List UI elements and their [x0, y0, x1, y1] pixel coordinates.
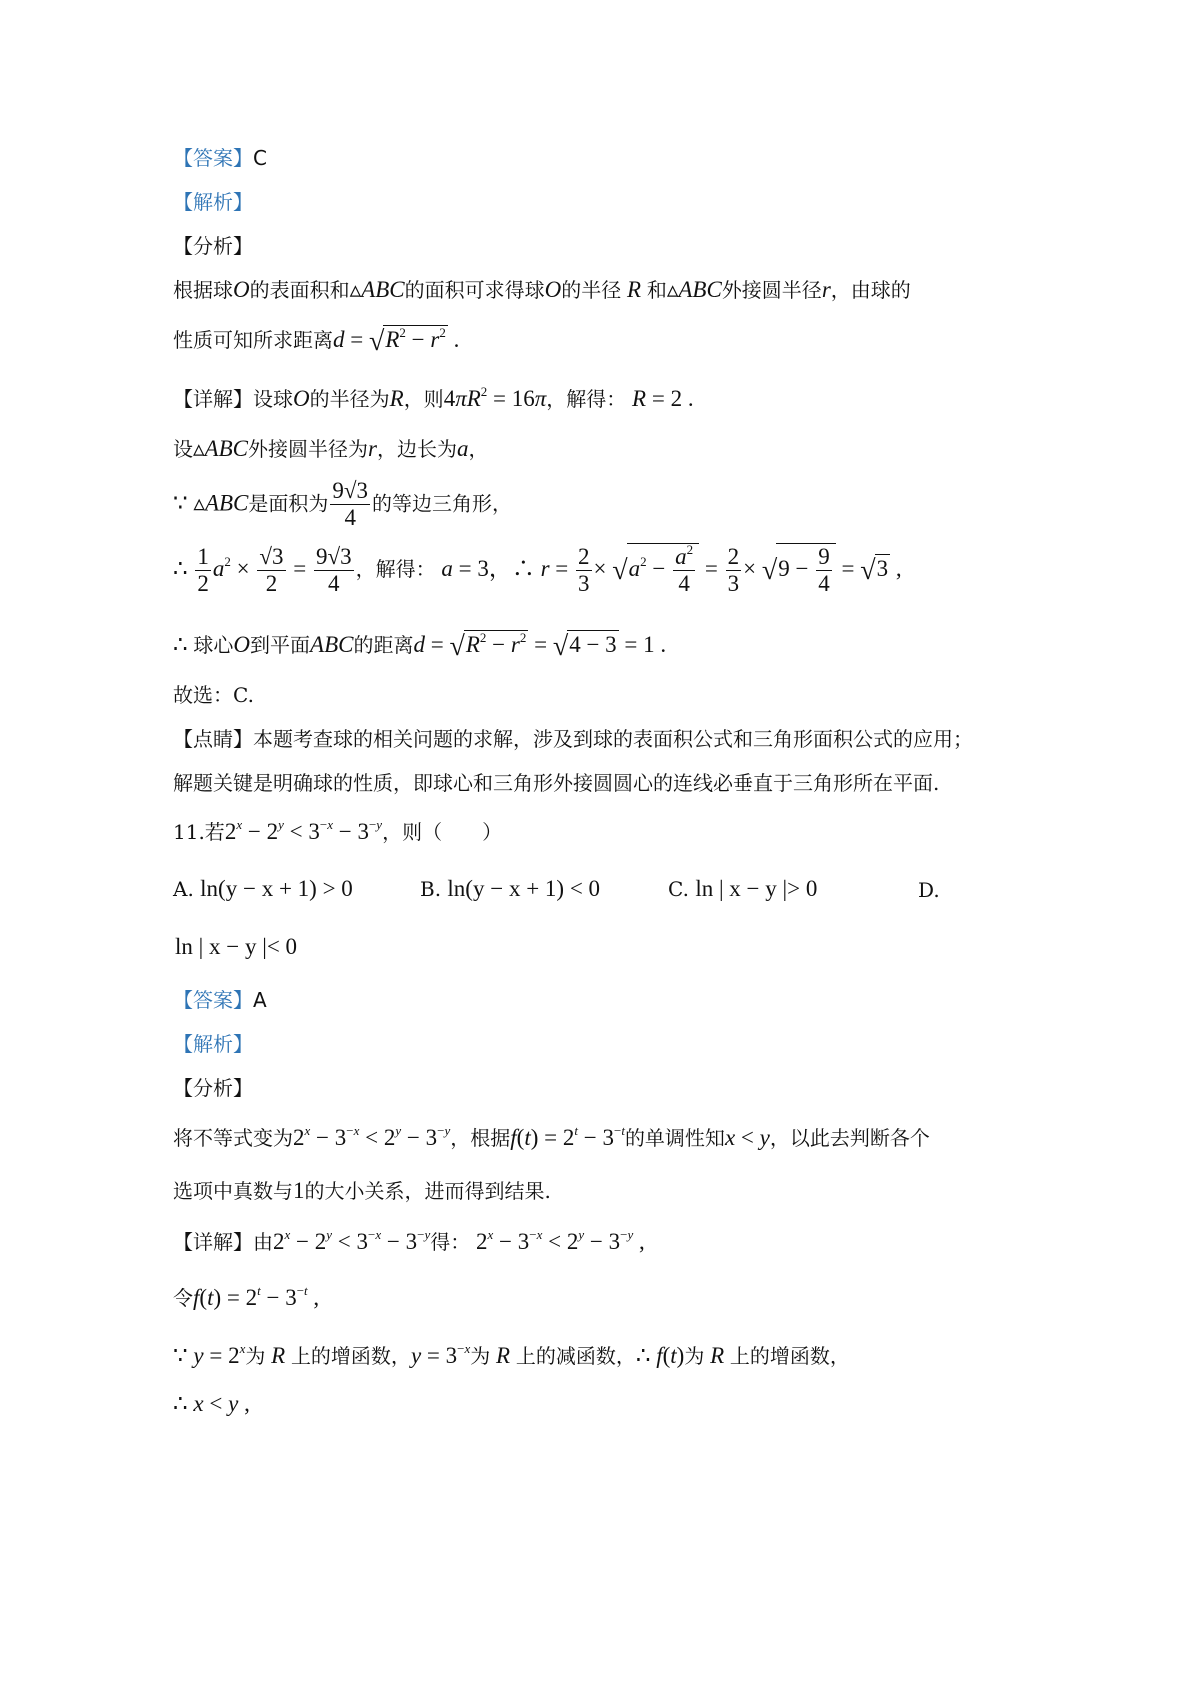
xiangjie-line-4: ∴ $\frac{1}{2}$ $a^2$ × $\frac{√3}{2}$ = $\frac{9√3}{4}$ ，解得： a = 3，∴ r = $\frac{2}{3}$ × $√a^2$ − $\frac{a^2}{4}$ = $\frac{2}{3}$ × √9 − $\frac{9}{4}$ = √3 , [173, 542, 902, 597]
option-d[interactable]: D. [918, 878, 940, 902]
xiangjie-line-3: ∵ ▵ABC是面积为 $\frac{9√3}{4}$ 的等边三角形， [173, 478, 513, 531]
answer-line-q10 [173, 146, 267, 170]
dianjing-line-2: 解题关键是明确球的性质，即球心和三角形外接圆圆心的连线必垂直于三角形所在平面. [173, 771, 940, 795]
analysis-tag-q11: 【解析】 [173, 1032, 253, 1056]
answer-tag: 【答案】 [173, 146, 253, 170]
fenxi-tag: 【分析】 [173, 234, 253, 258]
dianjing-line-1: 【点睛】本题考查球的相关问题的求解，涉及到球的表面积公式和三角形面积公式的应用； [173, 727, 973, 751]
analysis-tag: 【解析】 [173, 190, 253, 214]
option-d-text: ln | x − y |< 0 [175, 934, 298, 959]
fenxi-line-2: 性质可知所求距离$d = √R^2 - r^2$ . [173, 325, 460, 357]
question-11-stem: 11.若$2^x - 2^y < 3^{-x} - 3^{-y}$，则（ ） [173, 817, 503, 844]
option-a[interactable]: A. ln(y − x + 1) > 0 [173, 876, 353, 901]
xiangjie-line-1: 【详解】设球O的半径为R，则$4\pi R^2 = 16\pi$，解得： R = 2 . [173, 384, 694, 411]
fx-line-1: 将不等式变为$2^x - 3^{-x} < 2^y - 3^{-y}$，根据$f(t) = 2^t - 3^{-t}$的单调性知x < y，以此去判断各个 [173, 1123, 930, 1150]
fenxi-tag-q11: 【分析】 [173, 1076, 253, 1100]
option-b[interactable]: B. ln(y − x + 1) < 0 [420, 876, 601, 901]
answer-line-q11: 【答案】A [173, 988, 267, 1012]
xj-line-3: ∵ $y = 2^x$为 R 上的增函数，$y = 3^{-x}$为 R 上的减函数，∴ f(t)为 R 上的增函数， [173, 1341, 850, 1368]
xj-line-1: 【详解】由$2^x - 2^y < 3^{-x} - 3^{-y}$得： $2^x - 3^{-x} < 2^y - 3^{-y}$ , [173, 1227, 645, 1254]
xiangjie-line-2: 设▵ABC外接圆半径为r，边长为a， [173, 436, 489, 461]
answer-value: C [253, 146, 267, 170]
fx-line-2: 选项中真数与1的大小关系，进而得到结果. [173, 1178, 551, 1203]
fenxi-line-1: 根据球O的表面积和▵ABC的面积可求得球O的半径 R 和▵ABC外接圆半径r，由球的 [173, 277, 911, 302]
xj-line-2: 令$f(t) = 2^t - 3^{-t}$ , [173, 1283, 320, 1310]
xiangjie-line-5: ∴ 球心O到平面ABC的距离$d = √R^2 - r^2 = √4 - 3 = 1$ . [173, 630, 667, 662]
option-c[interactable]: C. ln | x − y |> 0 [668, 876, 818, 901]
xj-line-4: ∴ x < y , [173, 1391, 250, 1416]
conclusion: 故选：C. [173, 683, 254, 707]
